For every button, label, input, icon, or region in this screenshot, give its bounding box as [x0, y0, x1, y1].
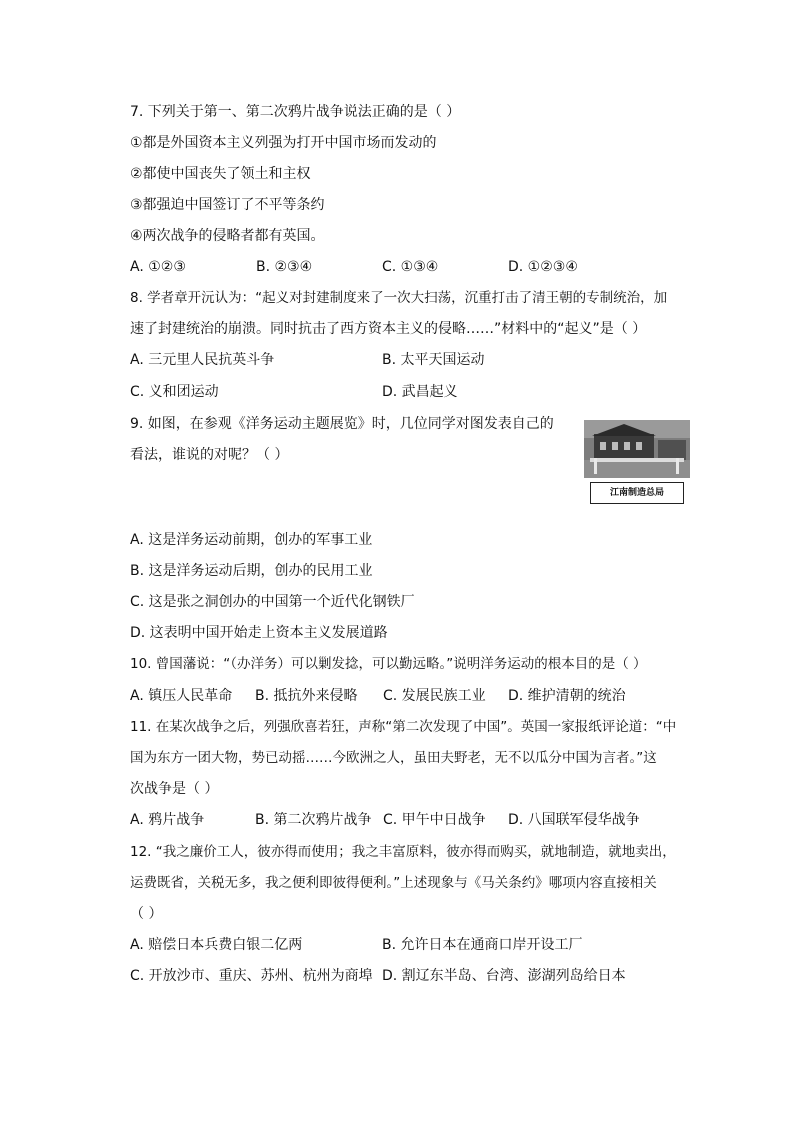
q9-option-a: A. 这是洋务运动前期，创办的军事工业 — [130, 532, 373, 548]
q7-option-c: C. ①③④ — [382, 259, 439, 275]
q11-stem-line-1: 11. 在某次战争之后，列强欣喜若狂，声称“第二次发现了中国”。英国一家报纸评论道：“中 — [130, 719, 677, 735]
q11-option-d: D. 八国联军侵华战争 — [508, 812, 640, 828]
q11-stem-line-3: 次战争是（ ） — [130, 781, 219, 797]
q9-figure — [584, 420, 690, 506]
q12-option-c: C. 开放沙市、重庆、苏州、杭州为商埠 — [130, 968, 373, 984]
q11-option-b: B. 第二次鸦片战争 — [255, 812, 372, 828]
jiangnan-arsenal-photo — [584, 420, 690, 478]
figure-caption: 江南制造总局 — [590, 482, 684, 504]
q7-statement-2: ②都使中国丧失了领土和主权 — [130, 166, 311, 182]
q11-option-a: A. 鸦片战争 — [130, 812, 205, 828]
q9-stem-line-1: 9. 如图，在参观《洋务运动主题展览》时，几位同学对图发表自己的 — [130, 416, 554, 432]
q7-statement-3: ③都强迫中国签订了不平等条约 — [130, 197, 325, 213]
q10-stem: 10. 曾国藩说：“（办洋务）可以剿发捻，可以勤远略。”说明洋务运动的根本目的是（ ） — [130, 656, 647, 672]
q7-option-a: A. ①②③ — [130, 259, 186, 275]
q12-stem-line-2: 运费既省，关税无多，我之便利即彼得便利。”上述现象与《马关条约》哪项内容直接相关 — [130, 875, 657, 891]
q8-stem-line-2: 速了封建统治的崩溃。同时抗击了西方资本主义的侵略……”材料中的“起义”是（ ） — [130, 321, 647, 337]
q10-option-b: B. 抵抗外来侵略 — [255, 688, 358, 704]
q8-option-b: B. 太平天国运动 — [382, 352, 485, 368]
q10-option-c: C. 发展民族工业 — [383, 688, 486, 704]
q9-option-c: C. 这是张之洞创办的中国第一个近代化钢铁厂 — [130, 594, 415, 610]
q8-option-a: A. 三元里人民抗英斗争 — [130, 352, 275, 368]
q8-stem-line-1: 8. 学者章开沅认为：“起义对封建制度来了一次大扫荡，沉重打击了清王朝的专制统治，加 — [130, 290, 668, 306]
q12-option-d: D. 割辽东半岛、台湾、澎湖列岛给日本 — [382, 968, 626, 984]
q11-option-c: C. 甲午中日战争 — [383, 812, 486, 828]
q10-option-a: A. 镇压人民革命 — [130, 688, 233, 704]
q12-stem-line-1: 12. “我之廉价工人，彼亦得而使用；我之丰富原料，彼亦得而购买，就地制造，就地卖出， — [130, 844, 676, 860]
q7-statement-4: ④两次战争的侵略者都有英国。 — [130, 228, 325, 244]
q8-option-d: D. 武昌起义 — [382, 384, 458, 400]
q7-statement-1: ①都是外国资本主义列强为打开中国市场而发动的 — [130, 135, 437, 151]
q9-option-b: B. 这是洋务运动后期，创办的民用工业 — [130, 563, 373, 579]
q9-option-d: D. 这表明中国开始走上资本主义发展道路 — [130, 625, 388, 641]
q11-stem-line-2: 国为东方一团大物，势已动摇……今欧洲之人，虽田夫野老，无不以瓜分中国为言者。”这 — [130, 750, 657, 766]
q9-stem-line-2: 看法，谁说的对呢？（ ） — [130, 447, 289, 463]
q12-stem-line-3: （ ） — [130, 906, 163, 922]
q7-stem: 7. 下列关于第一、第二次鸦片战争说法正确的是（ ） — [130, 104, 461, 120]
q12-option-a: A. 赔偿日本兵费白银二亿两 — [130, 937, 303, 953]
q10-option-d: D. 维护清朝的统治 — [508, 688, 626, 704]
q8-option-c: C. 义和团运动 — [130, 384, 219, 400]
q7-option-d: D. ①②③④ — [508, 259, 578, 275]
q12-option-b: B. 允许日本在通商口岸开设工厂 — [382, 937, 583, 953]
q7-option-b: B. ②③④ — [256, 259, 313, 275]
